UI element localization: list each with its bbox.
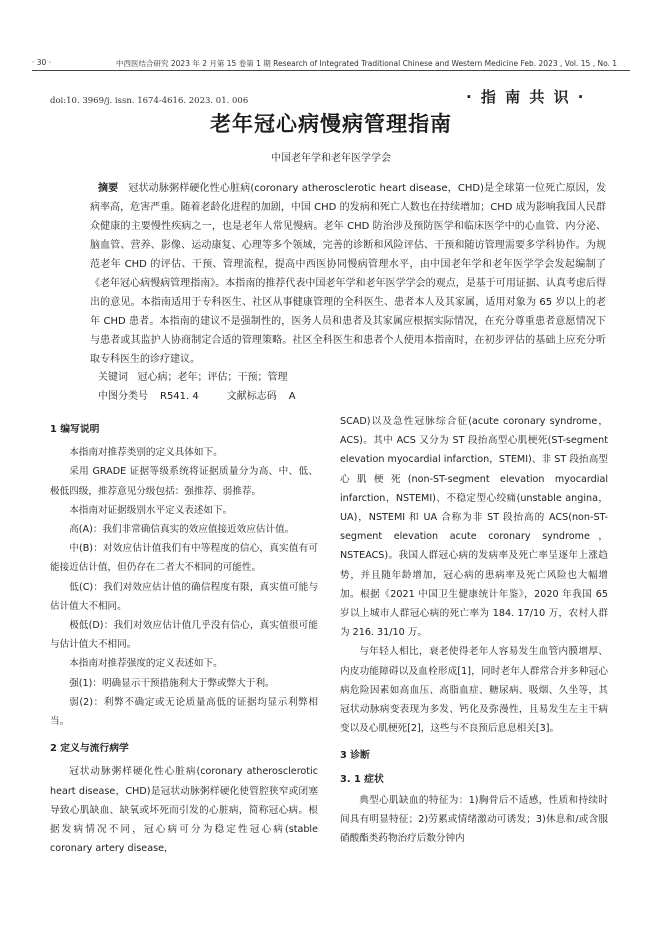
keywords-text: 冠心病；老年；评估；干预；管理: [137, 372, 288, 383]
paragraph: 典型心肌缺血的特征为：1)胸骨后不适感，性质和持续时间具有明显特征；2)劳累或情绪激动可诱发；3)休息和/或含服硝酸酯类药物治疗后数分钟内: [340, 794, 608, 845]
page-number: · 30 ·: [32, 58, 52, 67]
clc-label: 中图分类号: [98, 391, 148, 402]
paragraph: 强(1)：明确显示干预措施利大于弊或弊大于利。: [69, 677, 275, 689]
paragraph: 与年轻人相比，衰老使得老年人容易发生血管内膜增厚、内皮功能障碍以及血栓形成[1]，同时老年人群常合并多种冠心病危险因素如高血压、高脂血症、糖尿病、吸烟、久坐等，其冠状动脉病变表现为多发、钙化及弥漫性，且易发生左主干病变以及心肌梗死[2]，这些与不良预后息息相关[3]。: [340, 646, 608, 735]
section-2-heading: 2 定义与流行病学: [50, 743, 129, 755]
header-rule: [32, 70, 630, 71]
journal-info: 中西医结合研究 2023 年 2 月第 15 卷第 1 期 Research of Integrated Traditional Chinese and Western Medicine Feb. 2023 , Vol. 15 , No. 1: [116, 59, 618, 68]
clc-value: R541. 4: [160, 391, 199, 402]
doc-value: A: [288, 391, 296, 402]
keywords: [98, 368, 288, 383]
classification: [98, 387, 308, 402]
paragraph: 高(A)：我们非常确信真实的效应值接近效应估计值。: [69, 524, 295, 536]
section-3-heading: 3 诊断: [340, 750, 370, 762]
paragraph: 采用 GRADE 证据等级系统将证据质量分为高、中、低、极低四级，推荐意见分级包括：强推荐、弱推荐。: [50, 466, 318, 497]
doc-label: 文献标志码: [226, 391, 277, 402]
doi: doi:10. 3969/j. issn. 1674-4616. 2023. 01. 006: [50, 96, 249, 106]
right-column: [340, 412, 608, 848]
paragraph: 极低(D)：我们对效应估计值几乎没有信心，真实值很可能与估计值大不相同。: [50, 620, 318, 651]
section-tag: · 指 南 共 识 ·: [466, 88, 586, 106]
abstract-label: 摘要: [98, 183, 119, 194]
paragraph: 本指南对证据级别水平定义表述如下。: [69, 504, 233, 516]
paragraph: 冠状动脉粥样硬化性心脏病(coronary atherosclerotic heart disease，CHD)是冠状动脉粥样硬化使管腔狭窄或闭塞导致心肌缺血、缺氧或坏死而引发的心脏病，简称冠心病。根据发病情况不同，冠心病可分为稳定性冠心病(stable coronary artery disease，: [50, 766, 318, 855]
paragraph: SCAD)以及急性冠脉综合征(acute coronary syndrome，ACS)。其中 ACS 又分为 ST 段抬高型心肌梗死(ST-segment elevation myocardial infarction，STEMI)、非 ST 段抬高型心肌梗死(non-ST-segment elevation myocardial infarction，NSTEMI)、不稳定型心绞痛(unstable angina，UA)，NSTEMI 和 UA 合称为非 ST 段抬高的 ACS(non-ST-segment elevation acute coronary syndrome，NSTEACS)。我国人群冠心病的发病率及死亡率呈逐年上涨趋势，并且随年龄增加，冠心病的患病率及死亡风险也大幅增加。根据《2021 中国卫生健康统计年鉴》，2020 年我国 65 岁以上城市人群冠心病的死亡率为 184. 17/10 万，农村人群为 216. 31/10 万。: [340, 416, 608, 639]
left-column: [50, 412, 318, 858]
authors: 中国老年学和老年医学学会: [271, 153, 391, 164]
paragraph: 低(C)：我们对效应估计值的确信程度有限，真实值可能与估计值大不相同。: [50, 581, 318, 612]
paragraph: 本指南对推荐类别的定义具体如下。: [69, 447, 223, 459]
abstract: [90, 179, 606, 369]
paragraph: 本指南对推荐强度的定义表述如下。: [69, 658, 223, 670]
keywords-label: 关键词: [98, 372, 128, 383]
section-3-1-heading: 3. 1 症状: [340, 773, 384, 785]
article-title: 老年冠心病慢病管理指南: [210, 112, 452, 136]
abstract-text: 冠状动脉粥样硬化性心脏病(coronary atherosclerotic heart disease，CHD)是全球第一位死亡原因，发病率高，危害严重。随着老龄化进程的加剧，中国 CHD 的发病和死亡人数也在持续增加；CHD 成为影响我国人民群众健康的主要慢性疾病之一，也是老年人常见慢病。老年 CHD 防治涉及预防医学和临床医学中的心血管、内分泌、脑血管、营养、影像、运动康复、心理等多个领域，完善的诊断和风险评估、干预和随访管理需要多学科协作。为规范老年 CHD 的评估、干预、管理流程，提高中西医协同慢病管理水平，由中国老年学和老年医学学会发起编制了《老年冠心病慢病管理指南》。本指南的推荐代表中国老年学和老年医学学会的观点，是基于可用证据、认真考虑后得出的意见。本指南适用于专科医生、社区从事健康管理的全科医生、患者本人及其家属，适用对象为 65 岁以上的老年 CHD 患者。本指南的建议不是强制性的，医务人员和患者及其家属应根据实际情况，在充分尊重患者意愿情况下与患者或其监护人协商制定合适的管理策略。社区全科医生和患者个人使用本指南时，在初步评估的基础上应充分听取专科医生的诊疗建议。: [90, 183, 606, 365]
paragraph: 弱(2)：利弊不确定或无论质量高低的证据均显示利弊相当。: [50, 696, 318, 728]
paragraph: 中(B)：对效应估计值我们有中等程度的信心，真实值有可能接近估计值，但仍存在二者大不相同的可能性。: [50, 543, 318, 574]
section-1-heading: 1 编写说明: [50, 424, 100, 435]
